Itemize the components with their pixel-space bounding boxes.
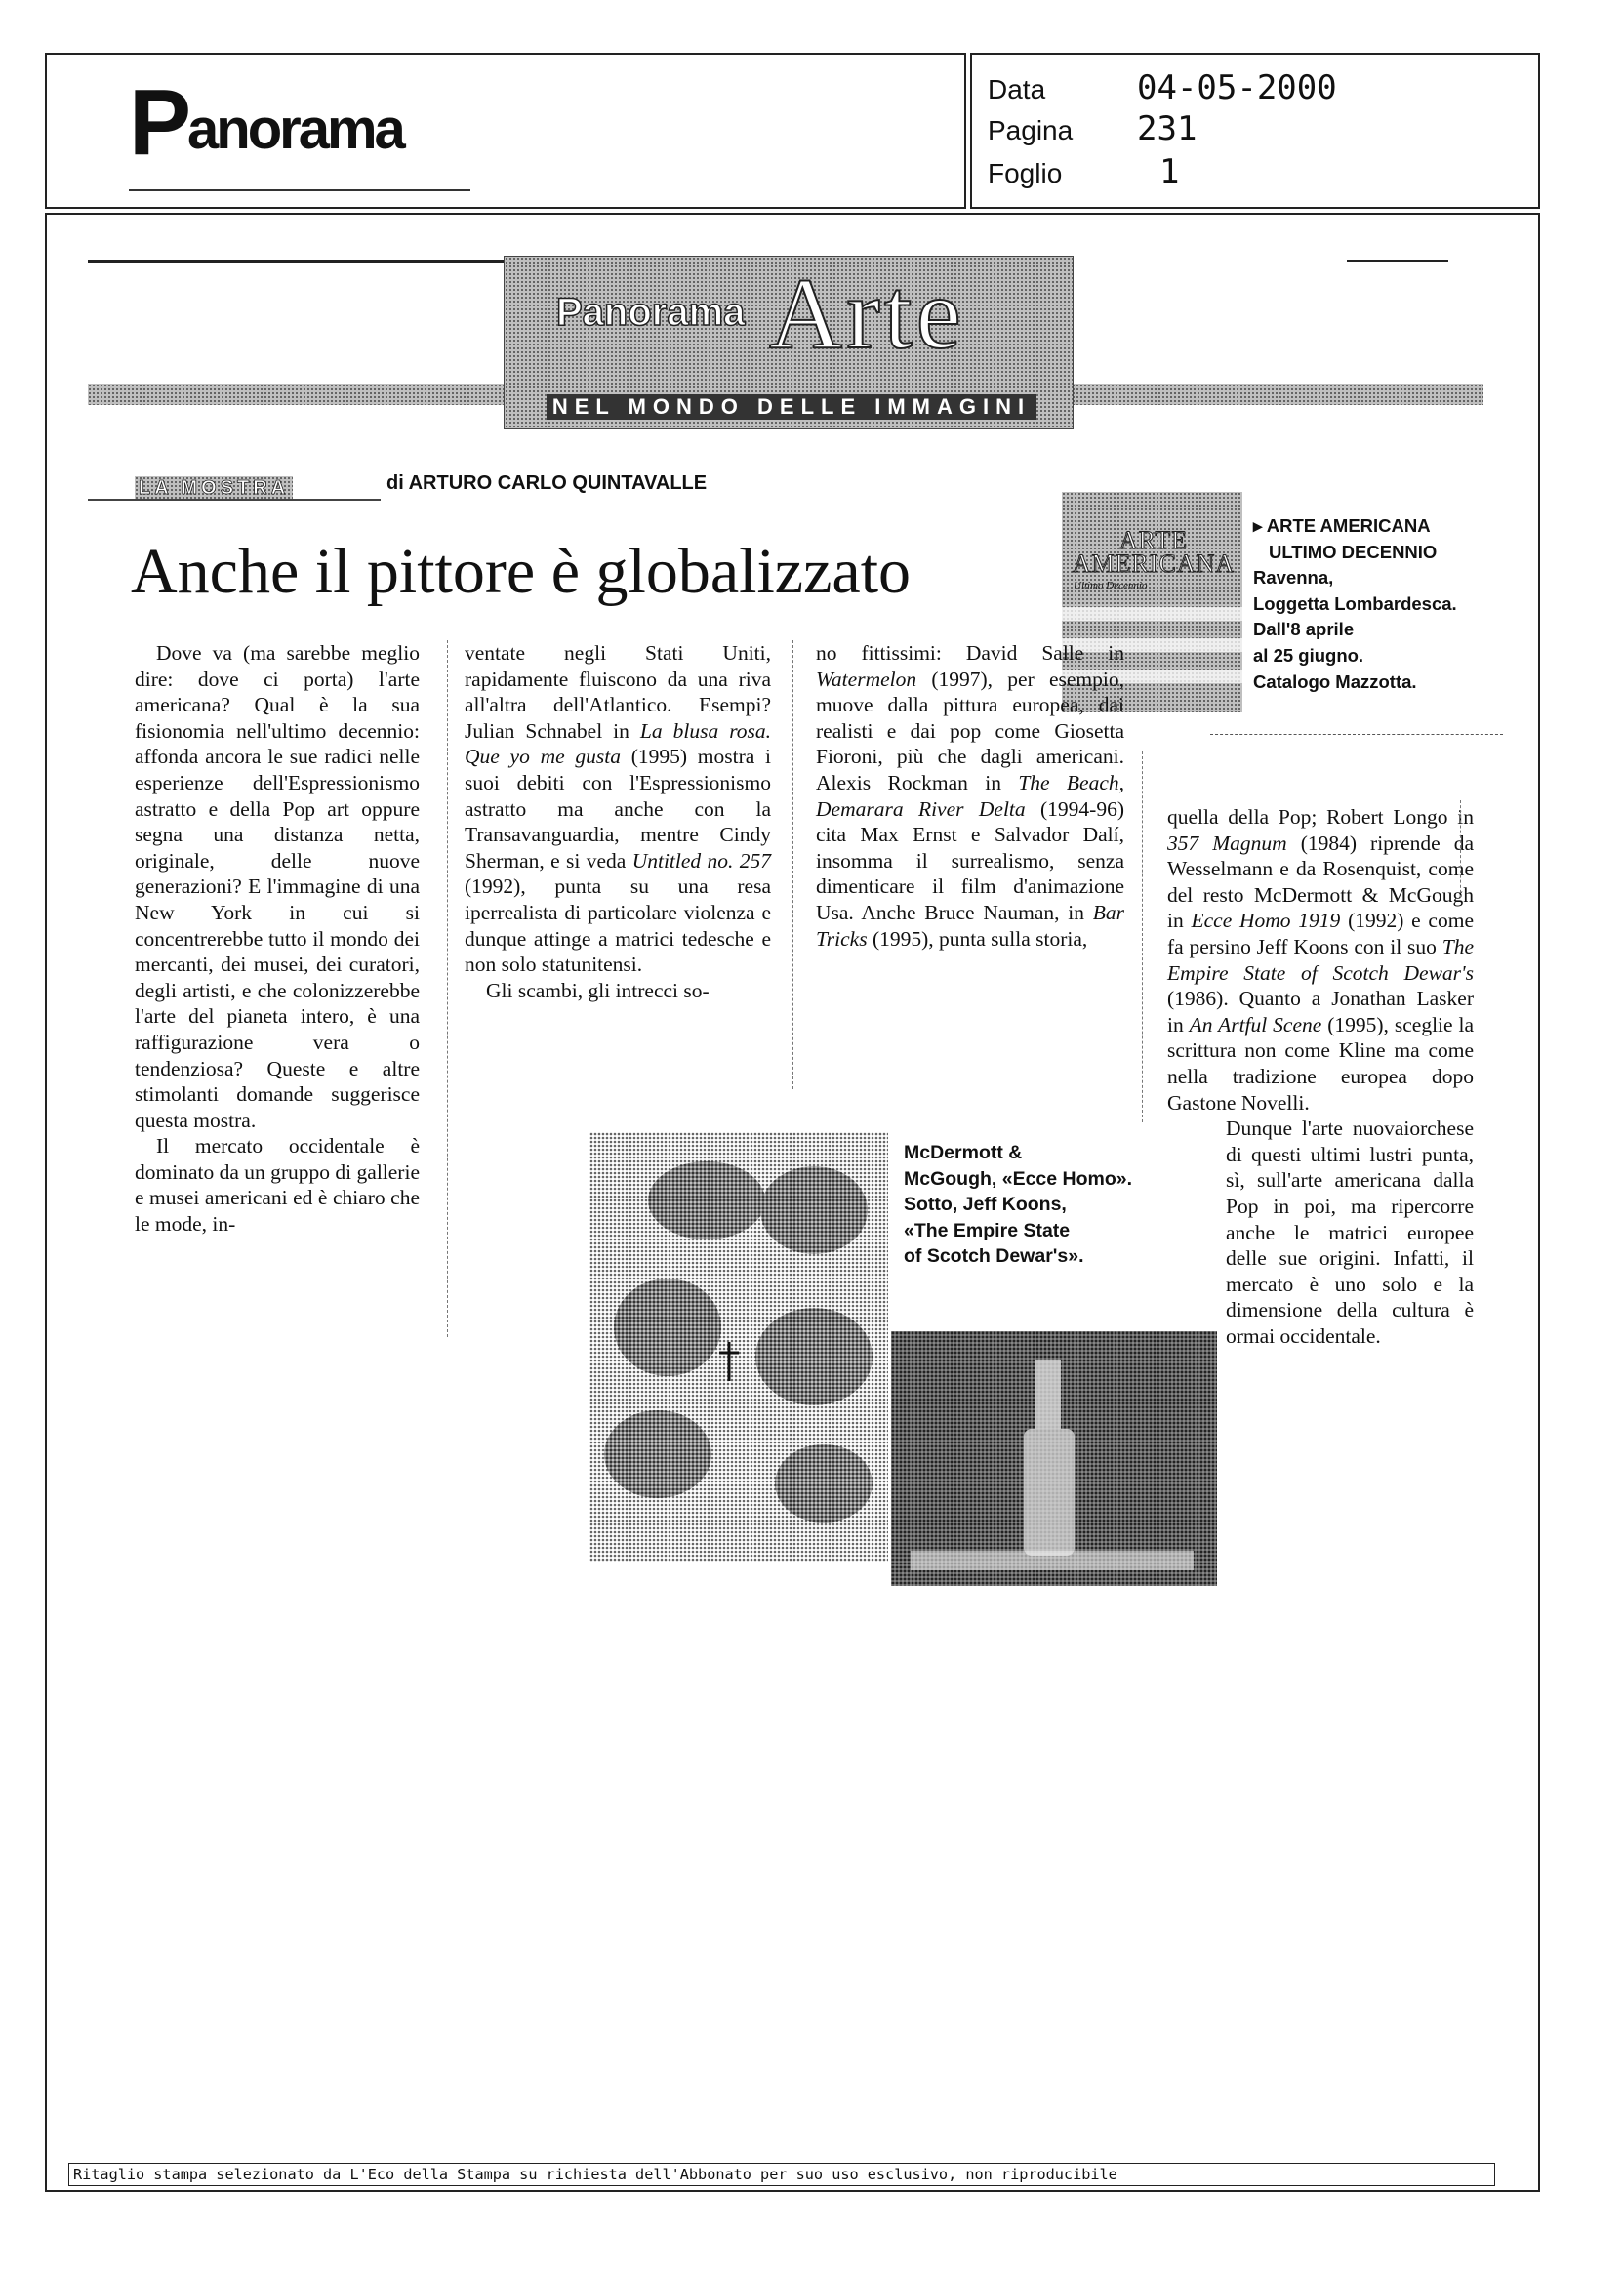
column-paragraph: Il mercato occidentale è dominato da un gruppo di gallerie e musei americani ed è chiaro che le mode, in- xyxy=(135,1134,420,1237)
sidebar-line: Catalogo Mazzotta. xyxy=(1253,670,1417,692)
column-paragraph: quella della Pop; Robert Longo in 357 Magnum (1984) riprende da Wesselmann e da Rosenquist, come del resto McDermott & McGough in Ecce Homo 1919 (1992) e come fa persino Jeff Koons con il suo The Empire State of Scotch Dewar's (1986). Quanto a Jonathan Lasker in An Artful Scene (1995), sceglie la scrittura non come Kline ma come nella tradizione europea dopo Gastone Novelli. xyxy=(1167,805,1474,1115)
column-rule xyxy=(447,640,449,1337)
article-column-2 xyxy=(465,640,771,1003)
sidebar-image-title: ARTE AMERICANA xyxy=(1072,526,1236,578)
sidebar-bottom-rule xyxy=(1210,734,1503,735)
sidebar-line: Loggetta Lombardesca. xyxy=(1253,592,1457,614)
pagina-value: 231 xyxy=(1137,109,1198,148)
sidebar-line: Ravenna, xyxy=(1253,567,1334,589)
banner-subtitle: NEL MONDO DELLE IMMAGINI xyxy=(547,394,1036,420)
caption-line: McGough, «Ecce Homo». xyxy=(904,1167,1133,1190)
footer-notice: Ritaglio stampa selezionato da L'Eco della Stampa su richiesta dell'Abbonato per suo uso esclusivo, non riproducibile xyxy=(68,2163,1495,2186)
sidebar-line: al 25 giugno. xyxy=(1253,644,1364,666)
section-tag: LA MOSTRA xyxy=(135,476,293,500)
logo-underline xyxy=(129,189,470,191)
sidebar-line: ULTIMO DECENNIO xyxy=(1269,541,1438,562)
caption-line: «The Empire State xyxy=(904,1219,1071,1241)
photo-caption xyxy=(904,1140,1132,1270)
foglio-label: Foglio xyxy=(988,158,1063,188)
section-rule xyxy=(88,499,381,501)
article-column-3 xyxy=(816,640,1124,952)
banner-rule-right xyxy=(1347,260,1448,262)
caption-line: of Scotch Dewar's». xyxy=(904,1245,1084,1267)
photo-empire-state-scotch xyxy=(891,1331,1217,1586)
column-rule xyxy=(1460,800,1462,898)
column-paragraph: Dunque l'arte nuovaiorchese di questi ultimi lustri punta, sì, sull'arte americana dalla Pop in poi, ma ripercorre anche le matrici europee delle sue origini. Infatti, il mercato è uno solo e la dimensione della cultura è ormai occidentale. xyxy=(1226,1117,1474,1348)
column-paragraph: Gli scambi, gli intrecci so- xyxy=(486,978,710,1002)
caption-line: McDermott & xyxy=(904,1142,1023,1163)
column-paragraph: Dove va (ma sarebbe meglio dire: dove ci porta) l'arte americana? Qual è la sua fisionomia nell'ultimo decennio: affonda ancora le sue radici nelle esperienze dell'Espressionismo astratto e della Pop art oppure segna una distanza netta, originale, delle nuove generazioni? E l'immagine di una New York in cui si concentrerebbe tutto il mondo dei mercanti, dei musei, dei curatori, degli artisti, e che colonizzerebbe l'arte del pianeta intero, è una raffigurazione vera o tendenziosa? Queste e altre stimolanti domande suggerisce questa mostra. xyxy=(135,641,420,1132)
column-rule xyxy=(792,640,794,1089)
panorama-logo: Panorama xyxy=(129,70,403,175)
pagina-label: Pagina xyxy=(988,115,1074,145)
headline: Anche il pittore è globalizzato xyxy=(131,536,912,607)
sidebar-line: ▸ ARTE AMERICANA xyxy=(1253,515,1431,536)
column-paragraph: no fittissimi: David Salle in Watermelon (1997), per esempio, muove dalla pittura europea, dai realisti e dai pop come Giosetta Fioroni, più che dagli americani. Alexis Rockman in The Beach, Demarara River Delta (1994-96) cita Max Ernst e Salvador Dalí, insomma il surrealismo, senza dimenticare il film d'animazione Usa. Anche Bruce Nauman, in Bar Tricks (1995), punta sulla storia, xyxy=(816,641,1125,951)
column-paragraph: ventate negli Stati Uniti, rapidamente fluiscono da una riva all'altra dell'Atlantico. Esempi? Julian Schnabel in La blusa rosa. Que yo me gusta (1995) mostra i suoi debiti con l'Espressionismo astratto ma anche con la Transavanguardia, mentre Cindy Sherman, e si veda Untitled no. 257 (1992), punta su una resa iperrealista di particolare violenza e dunque attinge a matrici tedesche e non solo statunitensi. xyxy=(465,641,771,977)
data-value: 04-05-2000 xyxy=(1137,68,1337,107)
photo-ecce-homo xyxy=(589,1132,888,1562)
sidebar-info xyxy=(1253,513,1487,695)
sidebar-line: Dall'8 aprile xyxy=(1253,619,1355,640)
banner-arte-word: Arte xyxy=(769,258,965,370)
article-column-4 xyxy=(1167,804,1474,1349)
banner-panorama-word: Panorama xyxy=(556,291,746,334)
byline: di ARTURO CARLO QUINTAVALLE xyxy=(386,472,708,494)
banner-rule-left xyxy=(88,260,508,263)
column-rule xyxy=(1142,751,1144,1122)
foglio-value: 1 xyxy=(1159,152,1180,191)
caption-line: Sotto, Jeff Koons, xyxy=(904,1194,1067,1215)
sidebar-image-subtitle: Ultimo Decennio xyxy=(1074,580,1148,591)
article-column-1 xyxy=(135,640,420,1238)
data-label: Data xyxy=(988,74,1046,104)
